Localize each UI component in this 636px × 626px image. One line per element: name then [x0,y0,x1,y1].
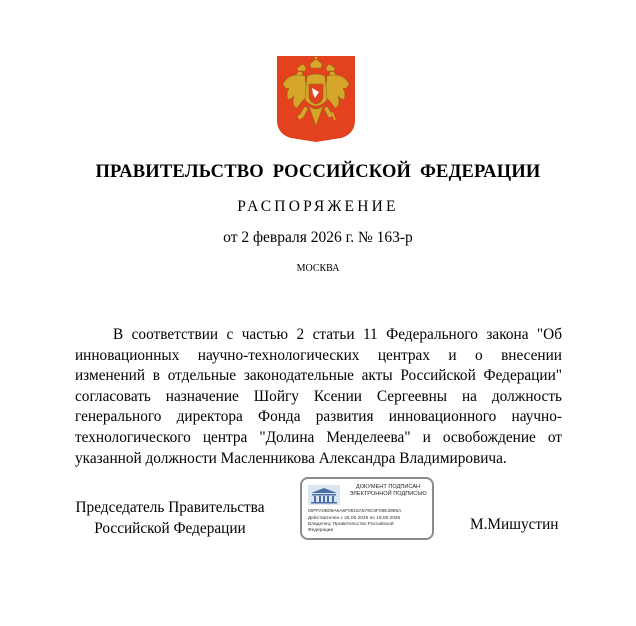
signer-title [70,497,270,539]
government-building-icon [308,485,340,505]
signer-title-line2: Российской Федерации [94,520,246,537]
document-date-number: от 2 февраля 2026 г. № 163-р [223,229,413,246]
government-title: ПРАВИТЕЛЬСТВО РОССИЙСКОЙ ФЕДЕРАЦИИ [95,162,541,182]
stamp-owner-line1: Владелец: Правительство Российской [308,522,394,527]
coat-of-arms-icon [275,54,357,142]
stamp-validity: Действителен с 26.06.2025 по 19.09.2026 [308,516,401,521]
stamp-heading [342,484,434,498]
stamp-owner-line2: Федерации [308,528,334,533]
stamp-heading-line1: ДОКУМЕНТ ПОДПИСАН [355,484,421,490]
order-text: В соответствии с частью 2 статьи 11 Федерального закона "Об инновационных научно-технологических центрах и о внесении изменений в отдельные законодательные акты Российской Федерации" согласовать назначение Шойгу Ксении Сергеевны на должность генерального директора Фонда развития инновационного научно-технологического центра "Долина Менделеева" и освобождение от указанной должности Масленникова Александра Владимировича. [75,326,562,467]
signer-title-line1: Председатель Правительства [75,499,265,516]
document-city: МОСКВА [296,263,340,274]
signer-name: М.Мишустин [470,516,559,533]
electronic-signature-stamp [300,477,434,540]
document-type: РАСПОРЯЖЕНИЕ [237,198,399,215]
stamp-certificate: 00FFA0B09A6A6F0915A579C5F09E3985A [308,509,402,514]
stamp-heading-line2: ЭЛЕКТРОННОЙ ПОДПИСЬЮ [349,491,427,497]
